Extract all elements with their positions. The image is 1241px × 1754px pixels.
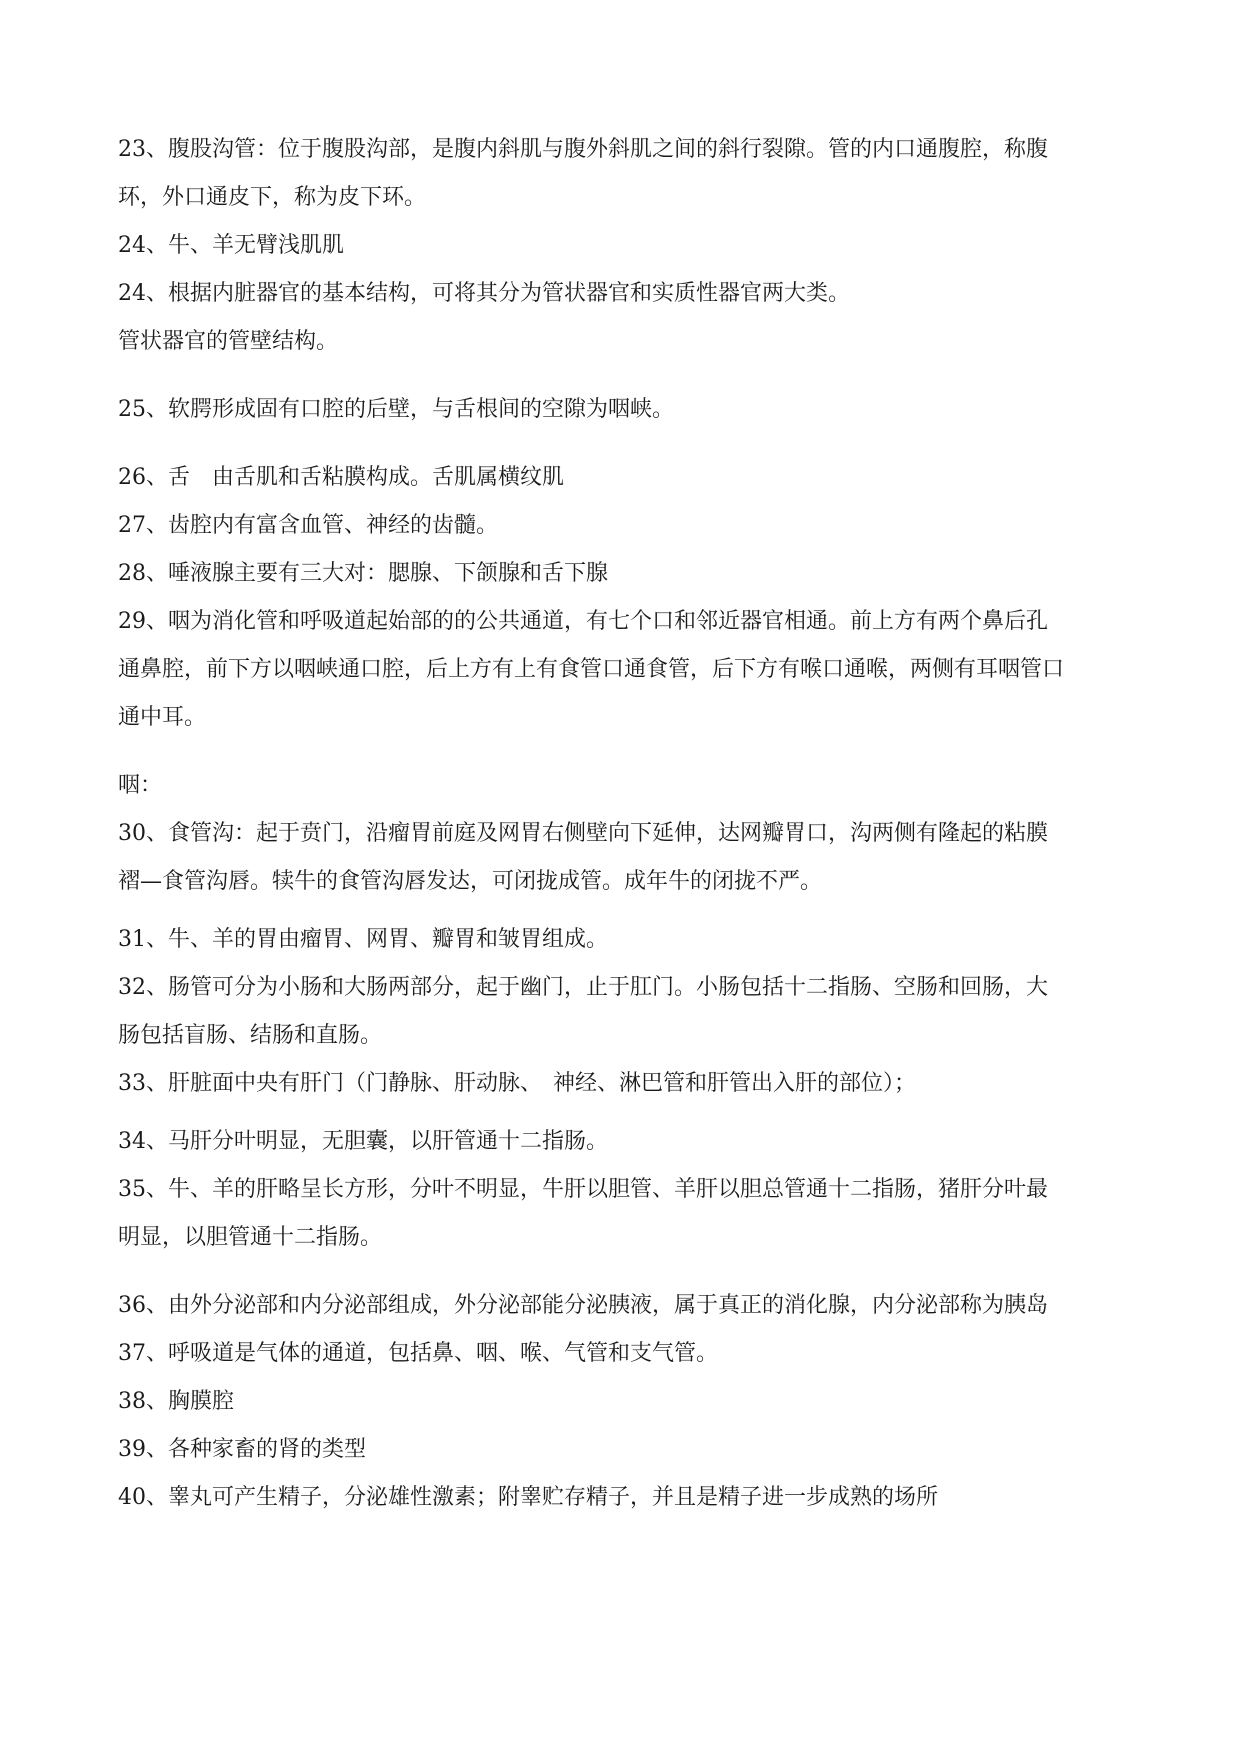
paragraph-38: 38、胸膜腔 — [118, 1389, 234, 1414]
document-body — [118, 126, 1068, 1522]
paragraph-39: 39、各种家畜的肾的类型 — [118, 1437, 366, 1462]
paragraph-pharynx: 咽： — [118, 773, 163, 798]
paragraph-37: 37、呼吸道是气体的通道，包括鼻、咽、喉、气管和支气管。 — [118, 1341, 718, 1366]
paragraph-24c: 管状器官的管壁结构。 — [118, 329, 339, 354]
paragraph-34: 34、马肝分叶明显，无胆囊，以肝管通十二指肠。 — [118, 1129, 608, 1154]
paragraph-24b: 24、根据内脏器官的基本结构，可将其分为管状器官和实质性器官两大类。 — [118, 281, 850, 306]
paragraph-27: 27、齿腔内有富含血管、神经的齿髓。 — [118, 513, 498, 538]
paragraph-32: 32、肠管可分为小肠和大肠两部分，起于幽门，止于肛门。小肠包括十二指肠、空肠和回肠，大肠包括盲肠、结肠和直肠。 — [118, 975, 1048, 1048]
paragraph-25: 25、软腭形成固有口腔的后壁，与舌根间的空隙为咽峡。 — [118, 397, 674, 422]
paragraph-33: 33、肝脏面中央有肝门（门静脉、肝动脉、 神经、淋巴管和肝管出入肝的部位）； — [118, 1071, 916, 1096]
paragraph-29: 29、咽为消化管和呼吸道起始部的的公共通道，有七个口和邻近器官相通。前上方有两个鼻后孔通鼻腔，前下方以咽峡通口腔，后上方有上有食管口通食管，后下方有喉口通喉，两侧有耳咽管口通中耳。 — [118, 609, 1065, 730]
paragraph-24a: 24、牛、羊无臂浅肌肌 — [118, 233, 344, 258]
paragraph-40: 40、睾丸可产生精子，分泌雄性激素；附睾贮存精子，并且是精子进一步成熟的场所 — [118, 1485, 938, 1510]
paragraph-26: 26、舌 由舌肌和舌粘膜构成。舌肌属横纹肌 — [118, 465, 564, 490]
paragraph-28: 28、唾液腺主要有三大对：腮腺、下颌腺和舌下腺 — [118, 561, 608, 586]
paragraph-31: 31、牛、羊的胃由瘤胃、网胃、瓣胃和皱胃组成。 — [118, 927, 608, 952]
paragraph-35: 35、牛、羊的肝略呈长方形，分叶不明显，牛肝以胆管、羊肝以胆总管通十二指肠，猪肝分叶最明显，以胆管通十二指肠。 — [118, 1177, 1048, 1250]
paragraph-23: 23、腹股沟管：位于腹股沟部，是腹内斜肌与腹外斜肌之间的斜行裂隙。管的内口通腹腔，称腹环，外口通皮下，称为皮下环。 — [118, 137, 1048, 210]
paragraph-36: 36、由外分泌部和内分泌部组成，外分泌部能分泌胰液，属于真正的消化腺，内分泌部称为胰岛 — [118, 1293, 1048, 1318]
paragraph-30: 30、食管沟：起于贲门，沿瘤胃前庭及网胃右侧壁向下延伸，达网瓣胃口，沟两侧有隆起的粘膜褶—食管沟唇。犊牛的食管沟唇发达，可闭拢成管。成年牛的闭拢不严。 — [118, 821, 1048, 894]
